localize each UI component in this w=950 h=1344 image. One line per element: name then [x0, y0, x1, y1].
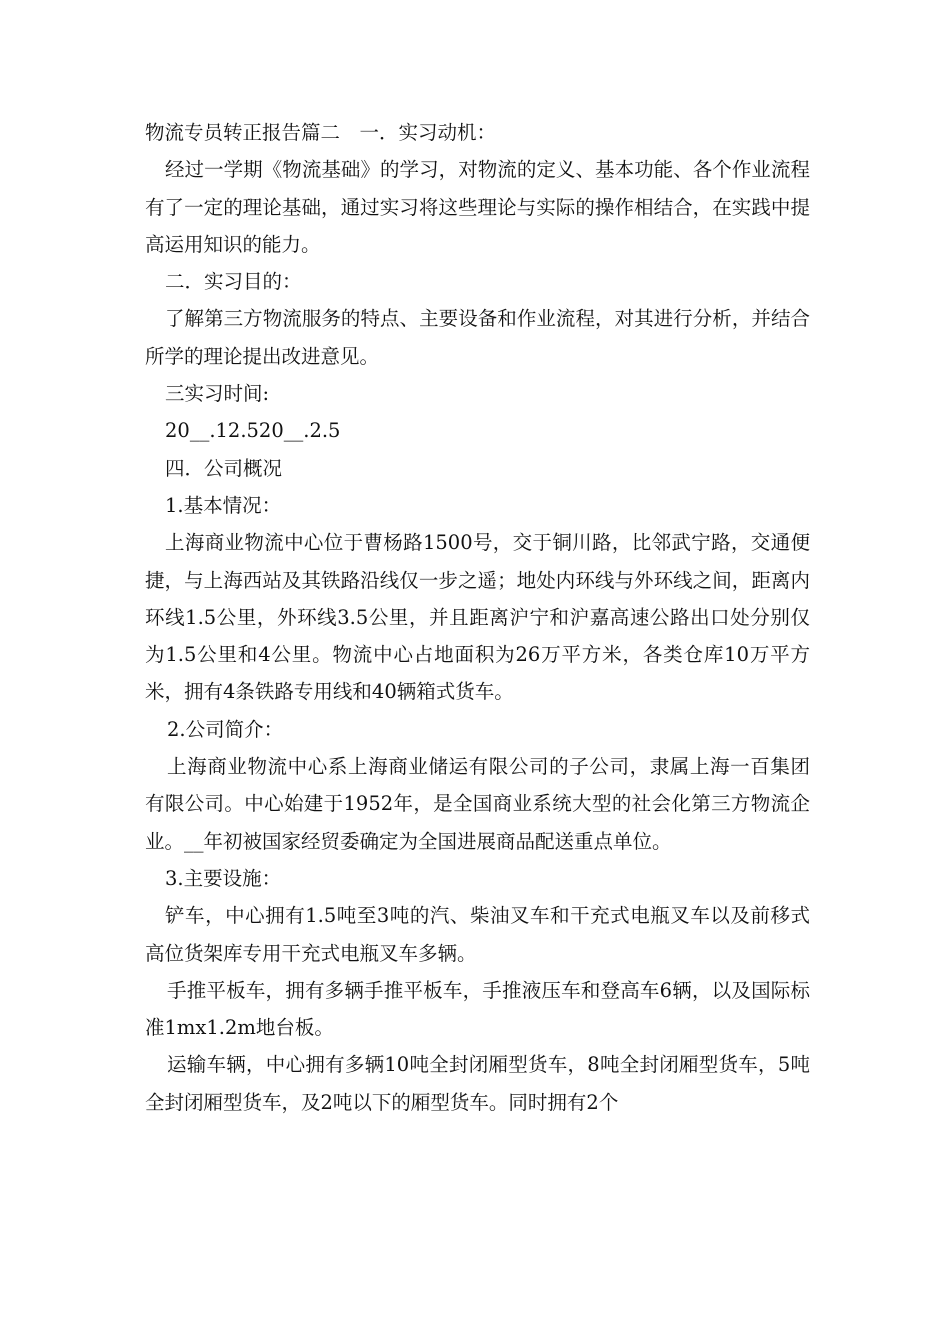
- heading-basic-info: 1.基本情况：: [165, 493, 282, 517]
- paragraph-time: 20__.12.520__.2.5: [165, 419, 341, 443]
- paragraph-basic-info: 上海商业物流中心位于曹杨路1500号，交于铜川路，比邻武宁路，交通便捷，与上海西站及其铁路沿线仅一步之遥；地处内环线与外环线之间，距离内环线1.5公里，外环线3.5公里，并且距离沪宁和沪嘉高速公路出口处分别仅为1.5公里和4公里。物流中心占地面积为26万平方米，各类仓库10万平方米，拥有4条铁路专用线和40辆箱式货车。: [145, 531, 810, 704]
- paragraph-purpose: 了解第三方物流服务的特点、主要设备和作业流程，对其进行分析，并结合所学的理论提出改进意见。: [145, 307, 810, 368]
- paragraph-forklifts: 铲车，中心拥有1.5吨至3吨的汽、柴油叉车和干充式电瓶叉车以及前移式高位货架库专用干充式电瓶叉车多辆。: [145, 904, 810, 965]
- report-title-line: 物流专员转正报告篇二 一．实习动机：: [145, 121, 497, 144]
- paragraph-handcarts: 手推平板车，拥有多辆手推平板车，手推液压车和登高车6辆，以及国际标准1mx1.2m地台板。: [145, 978, 810, 1040]
- heading-company-overview: 四．公司概况: [165, 456, 283, 480]
- heading-time: 三实习时间:: [165, 382, 270, 406]
- paragraph-company-intro: 上海商业物流中心系上海商业储运有限公司的子公司，隶属上海一百集团有限公司。中心始建于1952年，是全国商业系统大型的社会化第三方物流企业。__年初被国家经贸委确定为全国进展商品配送重点单位。: [145, 755, 810, 853]
- heading-company-intro: 2.公司简介：: [167, 717, 284, 741]
- document-body: [145, 114, 810, 1121]
- heading-purpose: 二．实习目的：: [165, 270, 302, 294]
- heading-main-facilities: 3.主要设施：: [165, 866, 282, 890]
- paragraph-motivation: 经过一学期《物流基础》的学习，对物流的定义、基本功能、各个作业流程有了一定的理论基础，通过实习将这些理论与实际的操作相结合，在实践中提高运用知识的能力。: [145, 158, 810, 256]
- paragraph-vehicles: 运输车辆，中心拥有多辆10吨全封闭厢型货车，8吨全封闭厢型货车，5吨全封闭厢型货车，及2吨以下的厢型货车。同时拥有2个: [145, 1053, 810, 1114]
